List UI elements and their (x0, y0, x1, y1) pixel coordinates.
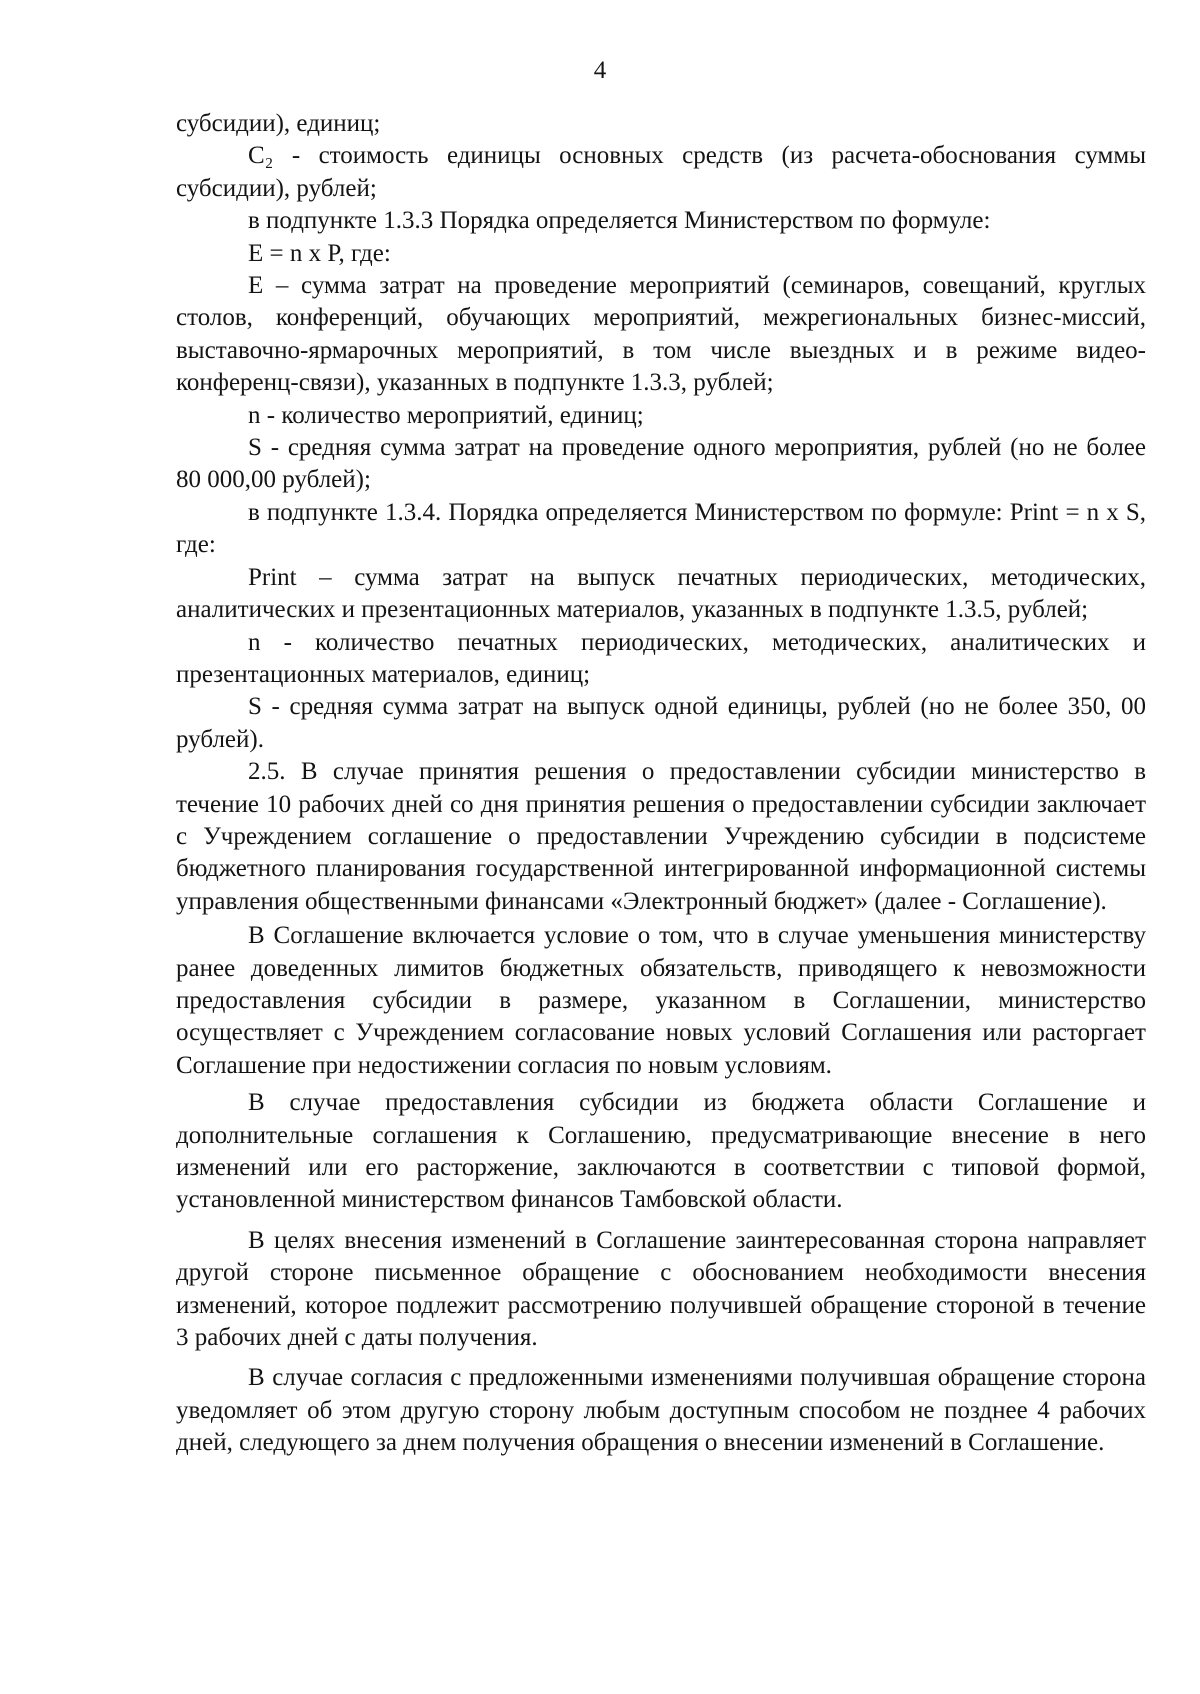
paragraph: n - количество мероприятий, единиц; (248, 401, 644, 429)
paragraph: В случае согласия с предложенными изменениями получившая обращение сторона уведомляет об этом другую сторону любым доступным способом не позднее 4 рабочих дней, следующего за днем получения обращения о внесении изменений в Соглашение. (176, 1364, 1146, 1457)
paragraph: S - средняя сумма затрат на проведение одного мероприятия, рублей (но не более 80 000,00 рублей); (176, 434, 1146, 494)
paragraph: В целях внесения изменений в Соглашение заинтересованная сторона направляет другой стороне письменное обращение с обоснованием необходимости внесения изменений, которое подлежит рассмотрению получившей обращение стороной в течение 3 рабочих дней с даты получения. (176, 1226, 1146, 1352)
paragraph: В Соглашение включается условие о том, что в случае уменьшения министерству ранее доведенных лимитов бюджетных обязательств, приводящего к невозможности предоставления субсидии в размере, указанном в Соглашении, министерство осуществляет с Учреждением согласование новых условий Соглашения или расторгает Соглашение при недостижении согласия по новым условиям. (176, 922, 1146, 1079)
paragraph: n - количество печатных периодических, методических, аналитических и презентационных материалов, единиц; (176, 628, 1146, 688)
paragraph: субсидии), единиц; (176, 110, 381, 137)
paragraph: E = n x P, где: (248, 239, 391, 267)
document-body (176, 108, 1146, 1460)
paragraph: Print – сумма затрат на выпуск печатных периодических, методических, аналитических и презентационных материалов, указанных в подпункте 1.3.5, рублей; (176, 563, 1146, 624)
paragraph: E – сумма затрат на проведение мероприятий (семинаров, совещаний, круглых столов, конференций, обучающих мероприятий, межрегиональных бизнес-миссий, выставочно-ярмарочных мероприятий, в том числе выездных и в режиме видео-конференц-связи), указанных в подпункте 1.3.3, рублей; (176, 272, 1146, 397)
paragraph: S - средняя сумма затрат на выпуск одной единицы, рублей (но не более 350, 00 рублей). (176, 693, 1146, 753)
paragraph: 2.5. В случае принятия решения о предоставлении субсидии министерство в течение 10 рабочих дней со дня принятия решения о предоставлении субсидии заключает с Учреждением соглашение о предоставлении Учреждению субсидии в подсистеме бюджетного планирования государственной интегрированной информационной системы управления общественными финансами «Электронный бюджет» (далее - Соглашение). (176, 758, 1146, 915)
paragraph: С₂ - стоимость единицы основных средств (из расчета-обоснования суммы субсидии), рублей; (176, 142, 1146, 202)
page-number: 4 (593, 57, 607, 84)
paragraph: в подпункте 1.3.3 Порядка определяется Министерством по формуле: (248, 207, 991, 235)
paragraph: В случае предоставления субсидии из бюджета области Соглашение и дополнительные соглашения к Соглашению, предусматривающие внесение в него изменений или его расторжение, заключаются в соответствии с типовой формой, установленной министерством финансов Тамбовской области. (176, 1089, 1146, 1214)
paragraph: в подпункте 1.3.4. Порядка определяется Министерством по формуле: Print = n x S, где: (176, 498, 1146, 559)
